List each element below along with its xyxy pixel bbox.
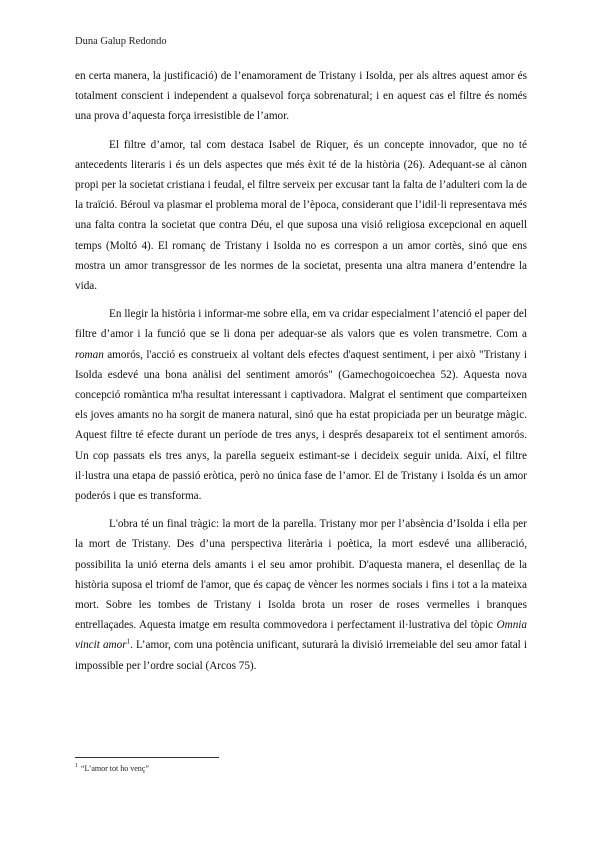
paragraph-3 (75, 304, 527, 506)
paragraph-3-italic: roman (75, 348, 104, 361)
paragraph-1 (75, 66, 527, 127)
paragraph-4-italic: Omnia vincit amor (75, 619, 527, 652)
paragraph-4-text-start: L'obra té un final tràgic: la mort de la parella. Tristany mor per l’absència d’Isolda i ella per la mort de Tristany. Des d’una perspectiva literària i poètica, la mort esdevé una alliberació, possibilita la unió eterna dels amants i el seu amor prohibit. D'aquesta manera, el desenllaç de la història suposa el triomf de l'amor, que és capaç de vèncer les normes socials i fins i tot a la mateixa mort. Sobre les tombes de Tristany i Isolda brota un roser de roses vermelles i branques entrellaçades. Aquesta imatge em resulta commovedora i perfectament il·lustrativa del tòpic (75, 518, 527, 632)
footnote (75, 764, 149, 773)
footnote-marker: 1 (75, 763, 78, 770)
paragraph-4 (75, 514, 527, 676)
footnote-reference[interactable]: 1 (126, 637, 131, 646)
paragraph-3-text-start: En llegir la història i informar-me sobre ella, em va cridar especialment l’atenció el paper del filtre d’amor i la funció que se li dona per adequar-se als valors que es volen transmetre. Com a (75, 308, 527, 341)
paragraph-1-text: en certa manera, la justificació) de l’enamorament de Tristany i Isolda, per als altres aquest amor és totalment conscient i independent a qualsevol força sobrenatural; i en aquest cas el filtre és només una prova d’aquesta força irresistible de l’amor. (75, 70, 527, 123)
document-body (75, 66, 527, 684)
footnote-separator (75, 757, 219, 758)
paragraph-2-text: El filtre d’amor, tal com destaca Isabel de Riquer, és un concepte innovador, que no té antecedents literaris i és un dels aspectes que més èxit té de la història (26). Adequant-se al cànon propi per la societat cristiana i feudal, el filtre serveix per excusar tant la falta de l’adulteri com la de la traïció. Béroul va plasmar el problema moral de l’època, considerant que l’idil·li representava més una falta contra la societat que contra Déu, el que suposa una visió religiosa excepcional en aquell temps (Moltó 4). El romanç de Tristany i Isolda no es correspon a un amor cortès, sinó que ens mostra un amor transgressor de les normes de la societat, presenta una altra manera d’entendre la vida. (75, 138, 527, 293)
page-header-author: Duna Galup Redondo (75, 36, 167, 47)
paragraph-3-text-end: amorós, l'acció es construeix al voltant dels efectes d'aquest sentiment, i per això "Tristany i Isolda esdevé una bona anàlisi del sentiment amorós" (Gamechogoicoechea 52). Aquesta nova concepció romàntica m'ha resultat interessant i captivadora. Malgrat el sentiment que comparteixen els joves amants no ha sorgit de manera natural, sinó que ha estat propiciada per un beuratge màgic. Aquest filtre té efecte durant un període de tres anys, i després desapareix tot el sentiment amorós. Un cop passats els tres anys, la parella segueix estimant-se i decideix seguir unida. Així, el filtre il·lustra una etapa de passió eròtica, però no única fase de l’amor. El de Tristany i Isolda és un amor poderós i que es transforma. (75, 348, 527, 503)
paragraph-2 (75, 135, 527, 297)
paragraph-4-text-end: . L’amor, com una potència unificant, suturarà la divisió irremeiable del seu amor fatal i impossible per l’ordre social (Arcos 75). (75, 639, 527, 672)
footnote-text: “L’amor tot ho venç” (81, 764, 149, 773)
